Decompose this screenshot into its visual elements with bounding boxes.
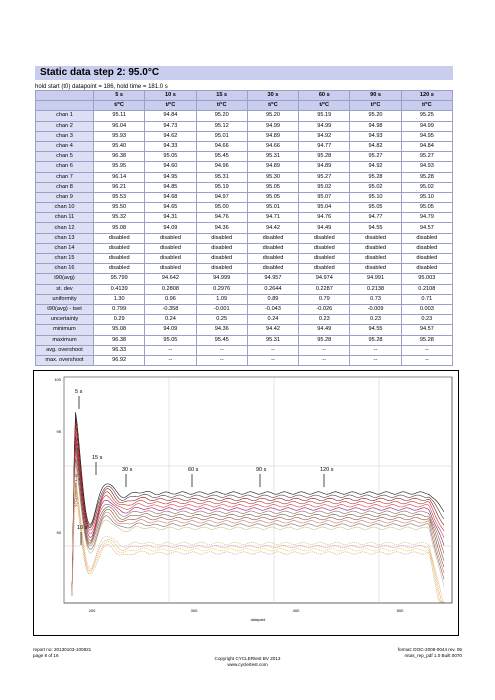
row-label: chan 9	[36, 192, 94, 202]
table-cell: 94.99	[401, 121, 452, 131]
table-cell: 95.28	[299, 152, 350, 162]
build-info: mtas_rep_pdf 1.0 Built 0070	[404, 653, 462, 658]
table-cell: 0.89	[247, 294, 298, 304]
table-cell: 95.05	[401, 203, 452, 213]
row-label: avg. overshoot	[36, 345, 94, 355]
table-cell: 94.642	[145, 274, 196, 284]
table-cell: 94.36	[196, 223, 247, 233]
page-number: page 8 of 16	[33, 653, 59, 658]
table-cell: 94.95	[401, 131, 452, 141]
time-marker-label: 10 s	[77, 525, 88, 531]
table-cell: 94.65	[145, 203, 196, 213]
table-row	[36, 335, 453, 345]
column-unit: t/°C	[299, 101, 350, 111]
table-cell: 95.53	[94, 192, 145, 202]
website: www.cyclertest.com	[227, 662, 268, 667]
table-cell: 95.20	[247, 111, 298, 121]
table-cell: 94.99	[299, 121, 350, 131]
table-cell: 95.12	[196, 121, 247, 131]
column-header: 5 s	[94, 91, 145, 101]
table-cell: 0.2644	[247, 284, 298, 294]
table-cell: 95.10	[350, 192, 401, 202]
table-cell: 0.25	[196, 315, 247, 325]
table-cell: 0.2138	[350, 284, 401, 294]
series-line	[72, 436, 444, 596]
table-cell: --	[299, 355, 350, 365]
table-cell: 94.89	[299, 162, 350, 172]
table-cell: 96.38	[94, 152, 145, 162]
column-unit: t/°C	[196, 101, 247, 111]
table-cell: disabled	[196, 264, 247, 274]
table-row	[36, 182, 453, 192]
table-cell: 94.36	[196, 325, 247, 335]
time-marker-label: 60 s	[188, 467, 199, 473]
table-row	[36, 355, 453, 365]
header-corner	[36, 91, 94, 101]
table-row	[36, 141, 453, 151]
table-cell: disabled	[350, 254, 401, 264]
table-cell: 95.08	[94, 223, 145, 233]
table-cell: 0.799	[94, 304, 145, 314]
table-cell: 94.93	[350, 131, 401, 141]
table-cell: -0.043	[247, 304, 298, 314]
row-label: chan 5	[36, 152, 94, 162]
table-cell: 95.01	[247, 203, 298, 213]
table-cell: 95.31	[196, 172, 247, 182]
time-marker-label: 5 s	[75, 389, 83, 395]
table-cell: 95.19	[196, 182, 247, 192]
table-cell: 95.05	[247, 192, 298, 202]
table-cell: 94.96	[196, 162, 247, 172]
chart-svg	[34, 371, 458, 635]
table-cell: disabled	[247, 233, 298, 243]
table-cell: --	[401, 355, 452, 365]
table-cell: 95.19	[299, 111, 350, 121]
table-cell: -0.026	[299, 304, 350, 314]
table-cell: 95.05	[350, 203, 401, 213]
table-cell: disabled	[145, 254, 196, 264]
table-cell: 95.28	[350, 172, 401, 182]
table-cell: disabled	[94, 264, 145, 274]
row-label: uniformity	[36, 294, 94, 304]
table-cell: --	[401, 345, 452, 355]
table-cell: 94.79	[401, 213, 452, 223]
table-cell: 0.4139	[94, 284, 145, 294]
table-row	[36, 131, 453, 141]
hold-info: hold start (t0) datapoint = 186, hold time = 181.0 s	[35, 84, 168, 90]
table-cell: 94.76	[196, 213, 247, 223]
table-cell: -0.001	[196, 304, 247, 314]
table-cell: 95.45	[196, 335, 247, 345]
table-cell: 95.04	[299, 203, 350, 213]
table-cell: disabled	[196, 254, 247, 264]
table-row	[36, 254, 453, 264]
table-cell: 94.92	[299, 131, 350, 141]
table-cell: 95.28	[401, 335, 452, 345]
table-cell: 94.60	[145, 162, 196, 172]
table-row	[36, 111, 453, 121]
table-cell: 94.95	[145, 172, 196, 182]
table-row	[36, 304, 453, 314]
series-line	[72, 440, 444, 596]
table-cell: disabled	[94, 254, 145, 264]
table-cell: 94.09	[145, 325, 196, 335]
table-row	[36, 233, 453, 243]
table-unit-row	[36, 101, 453, 111]
table-cell: --	[350, 355, 401, 365]
format-info: format: DOC-2008-0044 rev. 06	[397, 647, 462, 652]
table-cell: 94.957	[247, 274, 298, 284]
table-cell: 94.85	[145, 182, 196, 192]
series-line	[72, 453, 444, 596]
table-cell: --	[145, 345, 196, 355]
row-label: max. overshoot	[36, 355, 94, 365]
table-row	[36, 294, 453, 304]
table-cell: disabled	[196, 233, 247, 243]
table-cell: disabled	[145, 264, 196, 274]
table-cell: 95.28	[299, 335, 350, 345]
time-marker-label: 120 s	[320, 467, 334, 473]
table-row	[36, 162, 453, 172]
table-cell: disabled	[94, 233, 145, 243]
column-unit: t/°C	[350, 101, 401, 111]
table-cell: 94.71	[247, 213, 298, 223]
table-cell: 1.09	[196, 294, 247, 304]
row-label: t90(avg)	[36, 274, 94, 284]
table-cell: 95.20	[350, 111, 401, 121]
table-cell: 0.79	[299, 294, 350, 304]
table-cell: 95.27	[350, 152, 401, 162]
table-cell: disabled	[196, 243, 247, 253]
table-cell: disabled	[145, 233, 196, 243]
table-cell: 94.55	[350, 223, 401, 233]
table-cell: 95.32	[94, 213, 145, 223]
table-cell: 94.991	[350, 274, 401, 284]
table-cell: 95.003	[401, 274, 452, 284]
table-row	[36, 172, 453, 182]
table-cell: 95.30	[247, 172, 298, 182]
x-tick-label: 400	[292, 608, 300, 613]
table-cell: 0.23	[350, 315, 401, 325]
table-cell: disabled	[299, 264, 350, 274]
row-label: chan 6	[36, 162, 94, 172]
table-cell: disabled	[145, 243, 196, 253]
table-cell: 94.92	[350, 162, 401, 172]
table-cell: 0.24	[247, 315, 298, 325]
table-cell: 0.2808	[145, 284, 196, 294]
table-cell: 96.21	[94, 182, 145, 192]
table-row	[36, 192, 453, 202]
row-label: st. dev	[36, 284, 94, 294]
table-cell: disabled	[401, 243, 452, 253]
table-cell: 95.45	[196, 152, 247, 162]
table-cell: 94.33	[145, 141, 196, 151]
table-cell: 95.05	[145, 152, 196, 162]
table-cell: 95.08	[94, 325, 145, 335]
column-unit: t/°C	[94, 101, 145, 111]
column-header: 10 s	[145, 91, 196, 101]
table-cell: 94.62	[145, 131, 196, 141]
table-cell: disabled	[247, 243, 298, 253]
x-tick-label: 300	[190, 608, 198, 613]
row-label: chan 2	[36, 121, 94, 131]
row-label: minimum	[36, 325, 94, 335]
table-cell: 95.50	[94, 203, 145, 213]
row-label: chan 1	[36, 111, 94, 121]
time-marker-label: 90 s	[256, 467, 267, 473]
column-unit: t/°C	[247, 101, 298, 111]
table-cell: 0.96	[145, 294, 196, 304]
row-label: chan 16	[36, 264, 94, 274]
row-label: chan 10	[36, 203, 94, 213]
table-cell: 94.974	[299, 274, 350, 284]
table-cell: 95.28	[401, 172, 452, 182]
table-cell: 95.27	[299, 172, 350, 182]
series-line	[72, 464, 444, 596]
table-cell: 94.66	[247, 141, 298, 151]
table-cell: 94.999	[196, 274, 247, 284]
table-cell: 96.33	[94, 345, 145, 355]
table-cell: disabled	[350, 233, 401, 243]
table-cell: 94.84	[401, 141, 452, 151]
y-tick-label: 95	[56, 429, 61, 434]
table-cell: 0.2287	[299, 284, 350, 294]
table-cell: --	[145, 355, 196, 365]
table-cell: 94.09	[145, 223, 196, 233]
y-tick-label: 90	[56, 530, 61, 535]
table-cell: 0.23	[299, 315, 350, 325]
table-cell: --	[247, 355, 298, 365]
table-cell: 95.02	[350, 182, 401, 192]
table-cell: 96.04	[94, 121, 145, 131]
static-data-table	[35, 90, 453, 366]
table-cell: 95.07	[299, 192, 350, 202]
table-cell: 94.42	[247, 325, 298, 335]
row-label: chan 4	[36, 141, 94, 151]
table-cell: 95.02	[299, 182, 350, 192]
table-cell: 95.95	[94, 162, 145, 172]
table-cell: 94.99	[247, 121, 298, 131]
table-cell: 0.2976	[196, 284, 247, 294]
table-cell: 96.38	[94, 335, 145, 345]
column-header: 60 s	[299, 91, 350, 101]
series-line	[72, 480, 444, 602]
row-label: chan 11	[36, 213, 94, 223]
table-cell: 94.42	[247, 223, 298, 233]
row-label: chan 13	[36, 233, 94, 243]
table-cell: disabled	[350, 243, 401, 253]
table-cell: 95.05	[145, 335, 196, 345]
report-number: report no: 20130103-100821	[33, 647, 92, 652]
table-cell: 0.2108	[401, 284, 452, 294]
table-cell: 95.25	[401, 111, 452, 121]
table-header-row	[36, 91, 453, 101]
table-row	[36, 264, 453, 274]
row-label: chan 12	[36, 223, 94, 233]
series-line	[72, 412, 444, 596]
table-cell: -0.009	[350, 304, 401, 314]
table-cell: 94.66	[196, 141, 247, 151]
table-cell: --	[196, 345, 247, 355]
table-cell: 95.31	[247, 152, 298, 162]
table-row	[36, 284, 453, 294]
table-cell: 95.02	[401, 182, 452, 192]
row-label: chan 8	[36, 182, 94, 192]
row-label: maximum	[36, 335, 94, 345]
table-cell: 95.10	[401, 192, 452, 202]
table-cell: disabled	[94, 243, 145, 253]
table-row	[36, 325, 453, 335]
table-cell: 94.82	[350, 141, 401, 151]
y-tick-label: 100	[54, 377, 61, 382]
table-cell: disabled	[299, 243, 350, 253]
table-cell: 95.31	[247, 335, 298, 345]
table-cell: 95.28	[350, 335, 401, 345]
row-label: uncertainty	[36, 315, 94, 325]
row-label: chan 3	[36, 131, 94, 141]
table-cell: 94.77	[350, 213, 401, 223]
table-cell: -0.358	[145, 304, 196, 314]
time-marker-label: 30 s	[122, 467, 133, 473]
table-cell: disabled	[401, 233, 452, 243]
table-cell: 94.89	[247, 131, 298, 141]
table-cell: 94.57	[401, 325, 452, 335]
y-axis-label: t (°C) channels 1–16	[74, 473, 78, 507]
series-line	[72, 425, 444, 596]
table-cell: 0.23	[401, 315, 452, 325]
table-cell: --	[350, 345, 401, 355]
table-cell: 94.77	[299, 141, 350, 151]
table-cell: 96.14	[94, 172, 145, 182]
table-cell: 95.799	[94, 274, 145, 284]
section-title: Static data step 2: 95.0°C	[35, 66, 453, 80]
table-row	[36, 152, 453, 162]
x-axis-label: datapoint	[250, 618, 266, 622]
table-row	[36, 274, 453, 284]
x-tick-label: 500	[396, 608, 404, 613]
series-line	[72, 458, 444, 596]
table-cell: --	[299, 345, 350, 355]
table-cell: 95.20	[196, 111, 247, 121]
table-row	[36, 315, 453, 325]
table-cell: 94.93	[401, 162, 452, 172]
column-header: 30 s	[247, 91, 298, 101]
table-cell: 1.30	[94, 294, 145, 304]
table-cell: 0.73	[350, 294, 401, 304]
row-label: chan 7	[36, 172, 94, 182]
table-cell: 94.97	[196, 192, 247, 202]
column-unit: t/°C	[401, 101, 452, 111]
column-unit: t/°C	[145, 101, 196, 111]
table-row	[36, 243, 453, 253]
table-cell: 0.29	[94, 315, 145, 325]
table-row	[36, 213, 453, 223]
table-cell: 94.49	[299, 325, 350, 335]
temperature-chart	[33, 370, 459, 636]
table-cell: 95.27	[401, 152, 452, 162]
time-marker-label: 15 s	[92, 455, 103, 461]
table-cell: 94.84	[145, 111, 196, 121]
x-tick-label: 200	[88, 608, 96, 613]
table-cell: 96.92	[94, 355, 145, 365]
table-cell: 0.003	[401, 304, 452, 314]
table-cell: 94.76	[299, 213, 350, 223]
table-cell: --	[247, 345, 298, 355]
table-cell: 95.01	[196, 131, 247, 141]
row-label: chan 15	[36, 254, 94, 264]
table-cell: 94.57	[401, 223, 452, 233]
copyright: Copyright CYCLERtest BV 2013	[214, 656, 281, 661]
table-cell: 94.98	[350, 121, 401, 131]
table-cell: 95.93	[94, 131, 145, 141]
column-header: 15 s	[196, 91, 247, 101]
column-header: 120 s	[401, 91, 452, 101]
table-cell: 95.40	[94, 141, 145, 151]
table-cell: 94.55	[350, 325, 401, 335]
table-cell: --	[196, 355, 247, 365]
row-label: chan 14	[36, 243, 94, 253]
table-cell: 94.89	[247, 162, 298, 172]
table-cell: disabled	[401, 254, 452, 264]
table-cell: 0.71	[401, 294, 452, 304]
unit-corner	[36, 101, 94, 111]
table-cell: 95.11	[94, 111, 145, 121]
table-cell: 94.49	[299, 223, 350, 233]
table-row	[36, 223, 453, 233]
table-cell: disabled	[247, 254, 298, 264]
table-cell: disabled	[299, 233, 350, 243]
table-cell: 94.31	[145, 213, 196, 223]
table-cell: 94.73	[145, 121, 196, 131]
table-cell: 94.68	[145, 192, 196, 202]
table-cell: disabled	[401, 264, 452, 274]
table-row	[36, 121, 453, 131]
table-cell: disabled	[350, 264, 401, 274]
table-cell: 95.05	[247, 182, 298, 192]
table-row	[36, 345, 453, 355]
table-cell: disabled	[299, 254, 350, 264]
plot-area	[64, 377, 452, 603]
table-row	[36, 203, 453, 213]
table-cell: disabled	[247, 264, 298, 274]
column-header: 90 s	[350, 91, 401, 101]
table-cell: 0.24	[145, 315, 196, 325]
row-label: t90(avg) - tset	[36, 304, 94, 314]
table-cell: 95.00	[196, 203, 247, 213]
